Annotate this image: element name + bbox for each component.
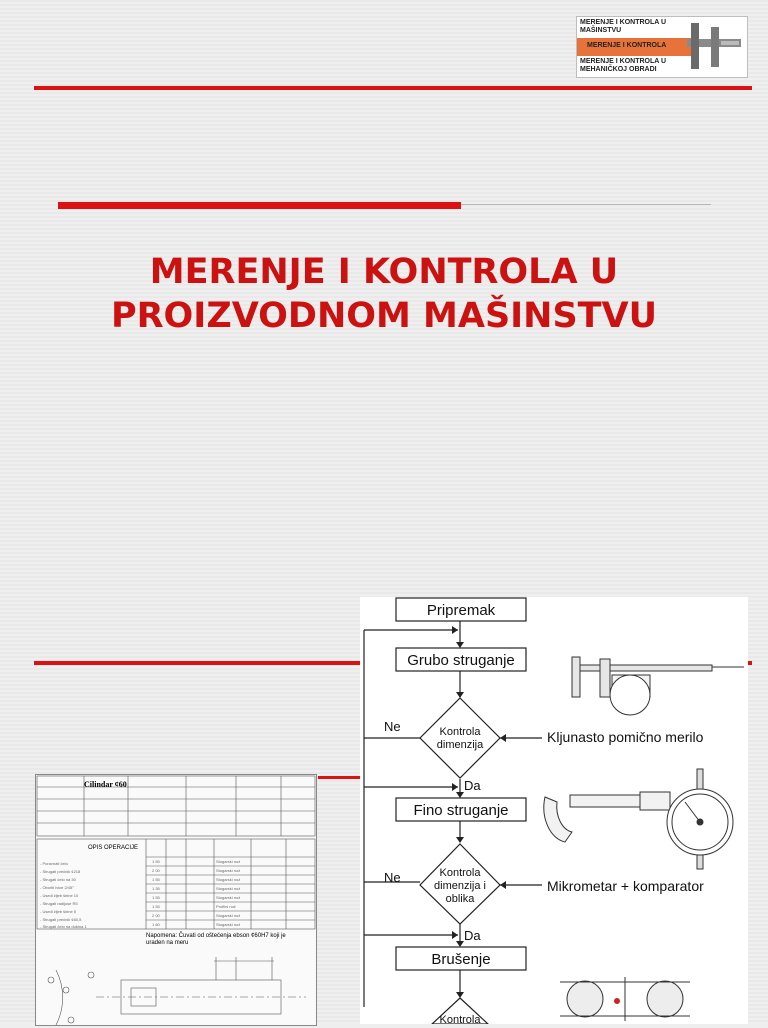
decision-2-line-3: oblika (445, 893, 475, 905)
svg-text:Stugarski nož: Stugarski nož (216, 877, 241, 882)
instrument-kljunasto: Kljunasto pomično merilo (547, 729, 704, 745)
step-pripremak: Pripremak (426, 602, 496, 619)
svg-text:Stugarski nož: Stugarski nož (216, 913, 241, 918)
svg-text:Profilni nož: Profilni nož (216, 904, 236, 909)
logo-line-1: MERENJE I KONTROLA U MAŠINSTVU (580, 19, 667, 34)
svg-text:1 55: 1 55 (152, 895, 160, 900)
slide-title (70, 250, 698, 338)
title-rule (58, 202, 461, 209)
lower-rule-2 (318, 776, 362, 779)
svg-text:- Strugati radijuse R5: - Strugati radijuse R5 (40, 901, 78, 906)
caliper-drawing (572, 657, 744, 715)
step-fino: Fino struganje (413, 802, 509, 819)
svg-text:- Usedi žljeb širine 5: - Usedi žljeb širine 5 (40, 909, 77, 914)
label-ne-1: Ne (384, 719, 401, 734)
decision-1-line-1: Kontrola (439, 726, 481, 738)
svg-text:Stugarski nož: Stugarski nož (216, 895, 241, 900)
sheet-note: Napomena: Čuvati od oštećenja ebson ¢60H7 koji je uraden na meru (146, 933, 286, 946)
svg-text:- Usedi žljeb širine 10: - Usedi žljeb širine 10 (40, 893, 79, 898)
decision-2-line-2: dimenzija i (434, 880, 486, 892)
decision-1-line-2: dimenzija (436, 739, 484, 751)
svg-text:Stugarski nož: Stugarski nož (216, 859, 241, 864)
decision-2-line-1: Kontrola (439, 867, 481, 879)
logo-line-2: MERENJE I KONTROLA (587, 42, 667, 49)
flowchart-svg (360, 597, 748, 1024)
dial-indicator-drawing (667, 769, 733, 869)
grinding-gauge-drawing (560, 977, 690, 1021)
micrometer-drawing (544, 792, 670, 842)
slide-title-line-1: MERENJE I KONTROLA U (149, 252, 619, 292)
step-brusenje: Brušenje (431, 951, 491, 968)
decision-3-line-1: Kontrola (439, 1014, 481, 1024)
label-ne-2: Ne (384, 870, 401, 885)
svg-text:- Strugati prečnik ¢218: - Strugati prečnik ¢218 (40, 869, 81, 874)
svg-text:2 00: 2 00 (152, 868, 160, 873)
svg-text:1 55: 1 55 (152, 877, 160, 882)
caliper-icon (685, 21, 743, 73)
svg-text:2 00: 2 00 (152, 913, 160, 918)
label-da-1: Da (464, 778, 481, 793)
course-logo (576, 16, 748, 78)
svg-text:- Poravnati čelo: - Poravnati čelo (40, 861, 68, 866)
svg-text:Stugarski nož: Stugarski nož (216, 922, 241, 927)
svg-text:- Oboriti ivice 2/45°: - Oboriti ivice 2/45° (40, 885, 74, 890)
title-rule-thin (461, 204, 711, 205)
svg-text:1 55: 1 55 (152, 859, 160, 864)
decision-1-diamond (420, 698, 500, 778)
operation-sheet-image (35, 774, 317, 1026)
step-grubo: Grubo struganje (407, 652, 515, 669)
process-flowchart (360, 597, 748, 1024)
svg-text:1 60: 1 60 (152, 922, 160, 927)
label-da-2: Da (464, 928, 481, 943)
sheet-part-name: Cilindar ¢60 (84, 780, 127, 789)
slide-title-line-2: PROIZVODNOM MAŠINSTVU (110, 296, 658, 336)
svg-text:- Strugati čelo na 30: - Strugati čelo na 30 (40, 877, 76, 882)
top-rule (34, 86, 752, 90)
svg-text:- Strugati čelo na dubina 1: - Strugati čelo na dubina 1 (40, 924, 87, 929)
logo-line-3: MERENJE I KONTROLA U MEHANIČKOJ OBRADI (580, 58, 667, 73)
svg-text:Stugarski nož: Stugarski nož (216, 868, 241, 873)
instrument-mikrometar: Mikrometar + komparator (547, 878, 704, 894)
operation-sheet-grid (36, 775, 316, 1025)
sheet-heading: OPIS OPERACIJE (88, 845, 139, 851)
svg-text:1 55: 1 55 (152, 904, 160, 909)
svg-text:1 35: 1 35 (152, 886, 160, 891)
svg-text:Stugarski nož: Stugarski nož (216, 886, 241, 891)
svg-text:- Strugati prečnik ¢60,5: - Strugati prečnik ¢60,5 (40, 917, 82, 922)
